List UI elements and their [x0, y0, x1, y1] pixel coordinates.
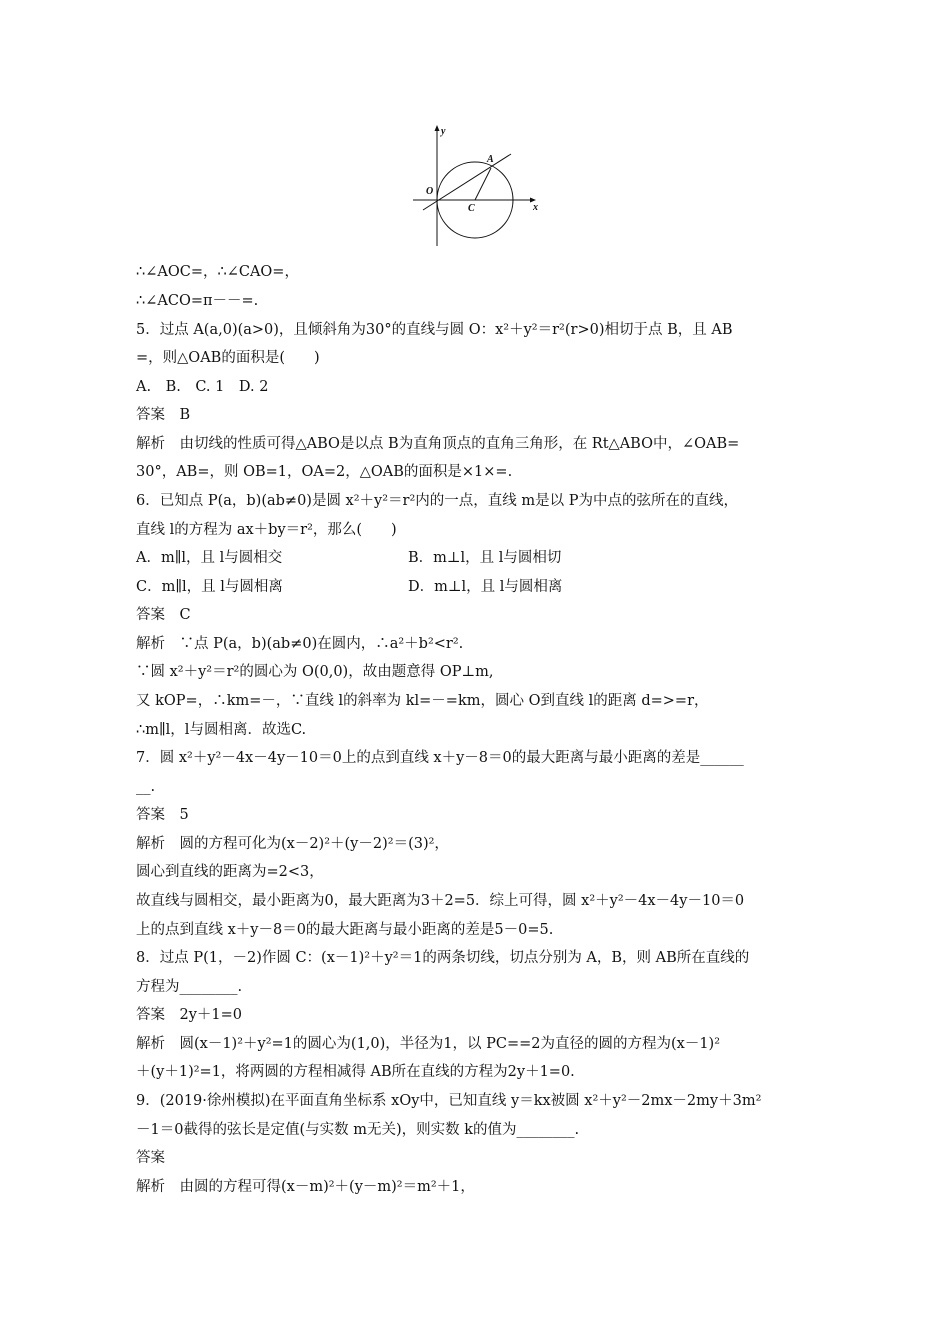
option-6b: B．m⊥l，且 l与圆相切 [408, 550, 562, 566]
segment-ca [475, 168, 491, 200]
text-line: 直线 l的方程为 ax＋by＝r²，那么( ) [136, 522, 397, 538]
text-line: ∵圆 x²＋y²＝r²的圆心为 O(0,0)，故由题意得 OP⊥m, [136, 664, 494, 680]
option-6d: D．m⊥l，且 l与圆相离 [408, 579, 563, 595]
text-line: 上的点到直线 x＋y－8＝0的最大距离与最小距离的差是5－0=5. [136, 922, 554, 938]
answer-6: 答案 C [136, 607, 191, 623]
label-x: x [533, 202, 538, 213]
text-line: ∴∠ACO=π－－=. [136, 293, 259, 309]
analysis-5: 解析 由切线的性质可得△ABO是以点 B为直角顶点的直角三角形，在 Rt△ABO中，∠OAB= [136, 436, 740, 452]
analysis-8: 解析 圆(x－1)²＋y²=1的圆心为(1,0)，半径为1，以 PC==2为直径的圆的方程为(x－1)² [136, 1036, 721, 1052]
text-line: 圆心到直线的距离为=2<3， [136, 864, 324, 880]
label-a: A [487, 154, 494, 165]
question-8: 8．过点 P(1，－2)作圆 C：(x－1)²＋y²＝1的两条切线，切点分别为 A，B，则 AB所在直线的 [136, 950, 750, 966]
text-line: ＋(y＋1)²=1，将两圆的方程相减得 AB所在直线的方程为2y＋1=0. [136, 1064, 575, 1080]
question-5: 5．过点 A(a,0)(a>0)，且倾斜角为30°的直线与圆 O：x²＋y²＝r²(r>0)相切于点 B，且 AB [136, 322, 733, 338]
label-c: C [468, 203, 475, 214]
text-line: －1＝0截得的弦长是定值(与实数 m无关)，则实数 k的值为________. [136, 1122, 580, 1138]
analysis-7: 解析 圆的方程可化为(x－2)²＋(y－2)²＝(3)²， [136, 836, 449, 852]
label-y: y [441, 126, 446, 137]
answer-5: 答案 B [136, 407, 191, 423]
options-5: A. B. C. 1 D. 2 [136, 379, 269, 395]
option-6a: A．m∥l，且 l与圆相交 [136, 550, 283, 566]
question-7: 7．圆 x²＋y²－4x－4y－10＝0上的点到直线 x＋y－8＝0的最大距离与最小距离的差是______ [136, 750, 744, 766]
text-line: =，则△OAB的面积是( ) [136, 350, 320, 366]
text-line: 故直线与圆相交，最小距离为0，最大距离为3＋2=5．综上可得，圆 x²＋y²－4x－4y－10＝0 [136, 893, 745, 909]
label-o: O [426, 186, 434, 197]
text-line: 30°，AB=，则 OB=1，OA=2，△OAB的面积是×1×=. [136, 464, 513, 480]
text-line: 方程为________. [136, 979, 243, 995]
option-6c: C．m∥l，且 l与圆相离 [136, 579, 283, 595]
question-6: 6．已知点 P(a，b)(ab≠0)是圆 x²＋y²＝r²内的一点，直线 m是以 P为中点的弦所在的直线， [136, 493, 739, 509]
analysis-9: 解析 由圆的方程可得(x－m)²＋(y－m)²＝m²＋1， [136, 1179, 475, 1195]
y-axis-arrow [435, 125, 440, 131]
answer-9: 答案 [136, 1150, 165, 1166]
answer-8: 答案 2y＋1=0 [136, 1007, 243, 1023]
text-line: __. [136, 779, 156, 795]
text-line: ∴∠AOC=，∴∠CAO=， [136, 264, 299, 280]
question-9: 9．(2019·徐州模拟)在平面直角坐标系 xOy中，已知直线 y＝kx被圆 x²＋y²－2mx－2my＋3m² [136, 1093, 762, 1109]
text-line: ∴m∥l，l与圆相离．故选C. [136, 722, 307, 738]
answer-7: 答案 5 [136, 807, 189, 823]
circle-tangent-figure [405, 122, 545, 248]
text-line: 又 kOP=，∴km=－，∵直线 l的斜率为 kl=－=km，圆心 O到直线 l的距离 d=>=r， [136, 693, 709, 709]
analysis-6: 解析 ∵点 P(a，b)(ab≠0)在圆内，∴a²＋b²<r². [136, 636, 464, 652]
